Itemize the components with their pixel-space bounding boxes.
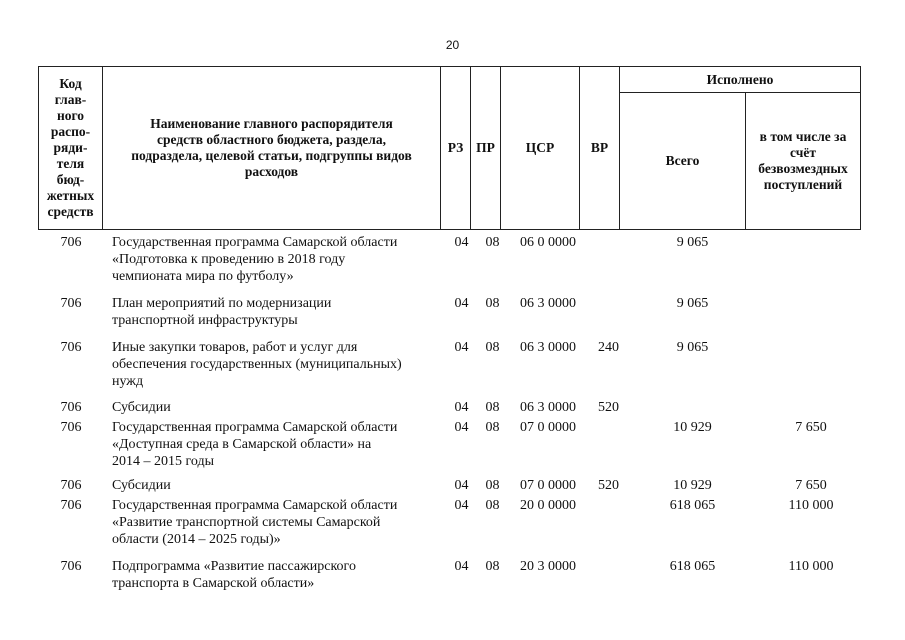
cell-name-line: области (2014 – 2025 годы)»: [112, 532, 281, 547]
cell-kod: 706: [60, 478, 82, 493]
header-kod-line: ряди-: [53, 140, 88, 155]
cell-bez: [756, 295, 866, 329]
cell-bez: [756, 234, 866, 285]
header-bez-line: в том числе за: [759, 129, 847, 145]
cell-name-line: «Развитие транспортной системы Самарской: [112, 515, 381, 530]
header-name-line: расходов: [244, 164, 299, 179]
table-row: [38, 295, 868, 329]
cell-pr: 08: [485, 400, 500, 415]
cell-name: [104, 399, 446, 416]
cell-name-line: План мероприятий по модернизации: [112, 296, 332, 311]
cell-name-line: 2014 – 2015 годы: [112, 454, 215, 469]
cell-name-line: нужд: [112, 374, 144, 389]
cell-pr: 08: [485, 296, 500, 311]
cell-name: [104, 497, 446, 548]
table-row: [38, 558, 868, 592]
cell-vsego: 618 065: [669, 559, 716, 574]
header-bez-line: поступлений: [763, 177, 843, 193]
header-vr: ВР: [580, 67, 620, 230]
cell-csr: 06 3 0000: [520, 400, 576, 415]
cell-kod: 706: [60, 420, 82, 435]
cell-kod: 706: [60, 498, 82, 513]
cell-kod: 706: [60, 340, 82, 355]
cell-name-line: Субсидии: [112, 478, 171, 493]
cell-csr: 06 3 0000: [520, 296, 576, 311]
cell-vr: 520: [598, 478, 619, 493]
cell-rz: 04: [454, 478, 469, 493]
header-kod-line: глав-: [54, 92, 87, 107]
cell-pr: 08: [485, 235, 500, 250]
cell-name-line: «Доступная среда в Самарской области» на: [112, 437, 372, 452]
cell-csr: 20 0 0000: [520, 498, 576, 513]
header-name-line: Наименование главного распорядителя: [150, 116, 393, 131]
cell-vsego: [629, 399, 756, 416]
header-rz: РЗ: [441, 67, 471, 230]
cell-kod: 706: [60, 559, 82, 574]
cell-kod: 706: [60, 400, 82, 415]
cell-name: [104, 419, 446, 470]
cell-kod: 706: [60, 235, 82, 250]
cell-vr: [588, 497, 629, 548]
cell-pr: 08: [485, 498, 500, 513]
cell-rz: 04: [454, 420, 469, 435]
cell-name: [104, 558, 446, 592]
cell-bez: 7 650: [795, 478, 827, 493]
cell-name-line: обеспечения государственных (муниципальных): [112, 357, 402, 372]
cell-vsego: 10 929: [673, 420, 712, 435]
header-vsego: Всего: [620, 93, 746, 230]
cell-bez: [756, 399, 866, 416]
header-kod-line: Код: [59, 76, 82, 91]
header-name-line: средств областного бюджета, раздела,: [157, 132, 386, 147]
cell-bez: 110 000: [788, 498, 834, 513]
header-name: [103, 67, 441, 230]
cell-name-line: «Подготовка к проведению в 2018 году: [112, 252, 346, 267]
cell-csr: 07 0 0000: [520, 420, 576, 435]
cell-kod: 706: [60, 296, 82, 311]
cell-bez: 7 650: [795, 420, 827, 435]
cell-vsego: 10 929: [673, 478, 712, 493]
cell-name-line: Подпрограмма «Развитие пассажирского: [112, 559, 356, 574]
cell-pr: 08: [485, 559, 500, 574]
cell-name-line: Субсидии: [112, 400, 171, 415]
cell-vr: [588, 295, 629, 329]
cell-vr: [588, 419, 629, 470]
header-csr: ЦСР: [501, 67, 580, 230]
cell-name-line: Иные закупки товаров, работ и услуг для: [112, 340, 358, 355]
cell-vr: [588, 234, 629, 285]
cell-bez: 110 000: [788, 559, 834, 574]
page-number: 20: [445, 38, 460, 52]
table-row: [38, 399, 868, 416]
cell-rz: 04: [454, 296, 469, 311]
cell-name-line: Государственная программа Самарской области: [112, 498, 398, 513]
cell-name-line: Государственная программа Самарской области: [112, 420, 398, 435]
cell-vr: 240: [598, 340, 619, 355]
header-kod-line: ного: [56, 108, 85, 123]
cell-csr: 20 3 0000: [520, 559, 576, 574]
cell-vsego: 618 065: [669, 498, 716, 513]
cell-rz: 04: [454, 340, 469, 355]
table-header: [38, 66, 861, 230]
cell-vsego: 9 065: [676, 296, 709, 311]
header-kod-line: распо-: [50, 124, 91, 139]
cell-bez: [756, 339, 866, 390]
header-name-line: подраздела, целевой статьи, подгруппы видов: [131, 148, 412, 163]
cell-vsego: 9 065: [676, 235, 709, 250]
cell-name: [104, 339, 446, 390]
header-bez-line: счёт: [790, 145, 816, 161]
cell-vr: [588, 558, 629, 592]
cell-csr: 07 0 0000: [520, 478, 576, 493]
cell-rz: 04: [454, 498, 469, 513]
header-kod-line: жетных: [46, 188, 95, 203]
cell-rz: 04: [454, 559, 469, 574]
header-kod-line: бюд-: [56, 172, 85, 187]
cell-rz: 04: [454, 235, 469, 250]
header-kod: [39, 67, 103, 230]
cell-csr: 06 3 0000: [520, 340, 576, 355]
table-row: [38, 339, 868, 390]
cell-name: [104, 234, 446, 285]
table-row: [38, 477, 868, 494]
cell-name: [104, 295, 446, 329]
cell-pr: 08: [485, 340, 500, 355]
cell-name-line: чемпионата мира по футболу»: [112, 269, 294, 284]
cell-vr: 520: [598, 400, 619, 415]
cell-vsego: 9 065: [676, 340, 709, 355]
cell-pr: 08: [485, 478, 500, 493]
header-pr: ПР: [471, 67, 501, 230]
header-bez: [746, 93, 861, 230]
cell-rz: 04: [454, 400, 469, 415]
cell-name: [104, 477, 446, 494]
cell-name-line: Государственная программа Самарской области: [112, 235, 398, 250]
cell-name-line: транспорта в Самарской области»: [112, 576, 315, 591]
cell-name-line: транспортной инфраструктуры: [112, 313, 298, 328]
table-row: [38, 497, 868, 548]
header-ispolneno: Исполнено: [620, 67, 861, 93]
cell-csr: 06 0 0000: [520, 235, 576, 250]
table-row: [38, 419, 868, 470]
header-kod-line: теля: [56, 156, 85, 171]
cell-pr: 08: [485, 420, 500, 435]
table-body: [38, 230, 868, 592]
table-row: [38, 234, 868, 285]
header-kod-line: средств: [47, 204, 94, 219]
header-bez-line: безвозмездных: [758, 161, 848, 177]
